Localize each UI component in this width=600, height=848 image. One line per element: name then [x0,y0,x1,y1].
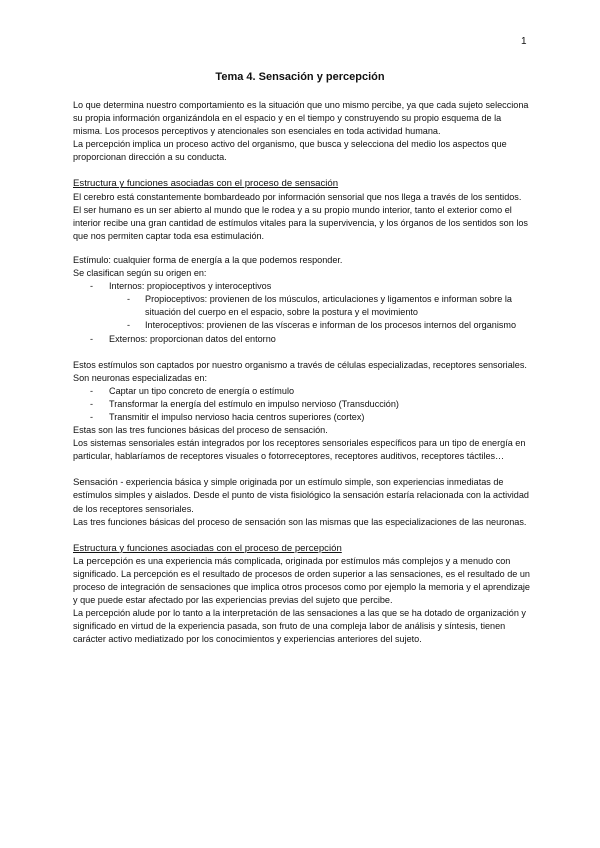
estimulo-definition: Estímulo: cualquier forma de energía a la que podemos responder. [73,254,343,265]
list-item: - Transmitir el impulso nervioso hacia centros superiores (cortex) [73,411,530,424]
document-body [73,99,530,646]
sensacion-paragraph-2: Las tres funciones básicas del proceso de sensación son las mismas que las especializaciones de las neuronas. [73,516,527,527]
list-item-externos: - Externos: proporcionan datos del entorno [73,333,530,346]
section-heading-sensacion: Estructura y funciones asociadas con el proceso de sensación [73,178,339,190]
list-item-propioceptivos: - Propioceptivos: provienen de los músculos, articulaciones y ligamentos e informan sobre la situación del cuerpo en el espacio, sobre la postura y el movimiento [73,293,530,319]
list-item-interoceptivos: - Interoceptivos: provienen de las vísceras e informan de los procesos internos del organismo [73,319,530,332]
page-title: Tema 4. Sensación y percepción [215,71,385,83]
sistemas-sensoriales-text: Los sistemas sensoriales están integrados por los receptores sensoriales específicos para un tipo de energía en particular, hablaríamos de receptores visuales o fotorreceptores, receptores auditivos, receptores táctiles… [73,438,526,462]
page-number: 1 [521,36,527,47]
clasificacion-intro: Se clasifican según su origen en: [73,268,207,279]
list-item: - Captar un tipo concreto de energía o estímulo [73,385,530,398]
sensacion-term: Sensación [73,477,118,489]
list-item-internos: - Internos: propioceptivos y interoceptivos - Propioceptivos: provienen de los músculos, articulaciones y ligamentos e informan sobre la situación del cuerpo en el espacio, sobre la postura y el movimiento - Interoceptivos: provienen de las vísceras e informan de los procesos internos del organismo [73,280,530,332]
funciones-list [73,385,530,424]
sensacion-paragraph [73,476,530,515]
section1-paragraph: El cerebro está constantemente bombardeado por información sensorial que nos llega a través de los sentidos. El ser humano es un ser abierto al mundo que le rodea y a su propio mundo interior, tanto el exterior como el interior recibe una gran cantidad de estímulos vitales para la supervivencia, y los órganos de los sentidos son los que nos permiten captar toda esa estimulación. [73,191,528,241]
intro-paragraph-1: Lo que determina nuestro comportamiento es la situación que uno mismo percibe, ya que cada sujeto selecciona su propia información organizándola en el espacio y en el tiempo y construyendo su propio esquema de la misma. Los procesos perceptivos y atencionales son esenciales en toda actividad humana. [73,100,529,137]
clasificacion-list [73,280,530,345]
tres-funciones-text: Estas son las tres funciones básicas del proceso de sensación. [73,425,328,436]
list-item: - Transformar la energía del estímulo en impulso nervioso (Transducción) [73,398,530,411]
sensacion-definition: - experiencia básica y simple originada por un estímulo simple, son experiencias inmediatas de estímulos simples y aislados. Desde el punto de vista fisiológico la sensación estaría relacionada con la actividad de los receptores sensoriales. [73,477,529,514]
receptores-intro: Estos estímulos son captados por nuestro organismo a través de células especializadas, receptores sensoriales. Son neuronas especializadas en: [73,359,527,383]
percepcion-lead: La percepción [73,555,134,567]
section-heading-percepcion: Estructura y funciones asociadas con el proceso de percepción [73,542,342,554]
percepcion-paragraph-1: La percepción es una experiencia más complicada, originada por estímulos más complejos y a menudo con significado. La percepción es el resultado de procesos de orden superior a las sensaciones, es el resultado de un proceso de integración de sensaciones que implica otros procesos como por ejemplo la memoria y el aprendizaje y que puede estar afectado por las experiencias previas del sujeto que percibe. [73,555,530,606]
intro-paragraph-2: La percepción implica un proceso activo del organismo, que busca y selecciona del medio los aspectos que proporcionan dirección a su conducta. [73,139,507,163]
percepcion-paragraph-2: La percepción alude por lo tanto a la interpretación de las sensaciones a las que se ha dotado de organización y significado en virtud de la experiencia pasada, son fruto de una compleja labor de análisis y síntesis, tienen carácter activo mediatizado por los conocimientos y experiencias anteriores del sujeto. [73,608,526,645]
internos-sublist [73,293,530,332]
